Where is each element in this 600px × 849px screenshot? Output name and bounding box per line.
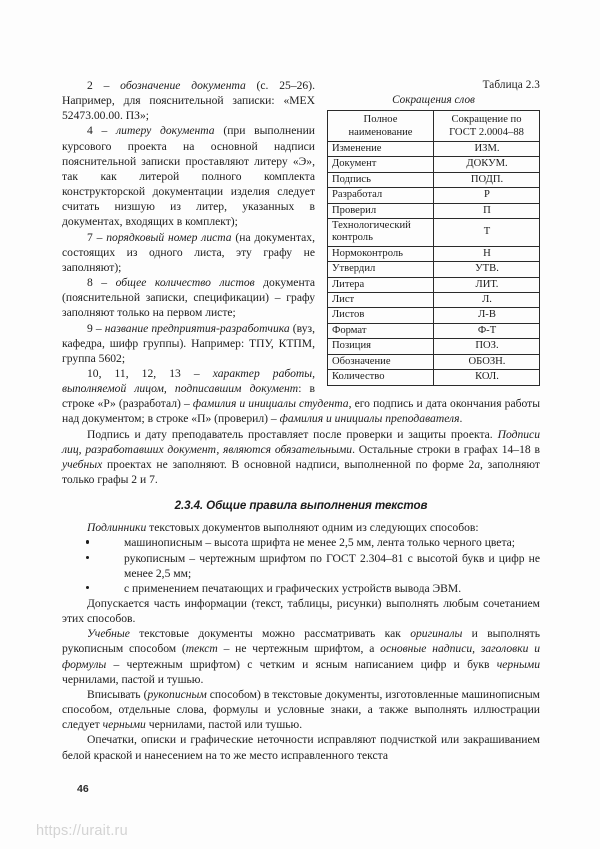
signatures-emphasis-2: учебных [62,457,103,471]
cell-abbreviation: Л-В [434,308,540,323]
educational-emphasis-2: оригиналы [410,627,463,641]
page-number: 46 [77,783,89,795]
table-row [328,203,540,218]
list-item [62,551,540,581]
list-item-text: машинописным – высота шрифта не менее 2,5 мм, лента только черного цвета; [124,536,516,550]
item-2-number: 2 – [87,79,121,92]
cell-abbreviation: ЛИТ. [434,277,540,292]
cell-full-name: Листов [328,308,434,323]
section-heading: 2.3.4. Общие правила выполнения текстов [174,499,428,513]
cell-abbreviation: Р [434,188,540,203]
paragraph-educational [62,626,540,687]
paragraph-typos: Опечатки, описки и графические неточности исправляют подчисткой или закрашиванием белой краской и нанесением на то же место исправленного текста [62,733,540,762]
signatures-emphasis: Подписи лиц, разработавших документ, являются обязательными [62,427,540,456]
cell-full-name: Технологический контроль [328,219,434,247]
table-header-row [328,111,540,142]
item-10-term: характер работы, выполняемой лицом, подписавшим документ [62,366,315,396]
educational-text-3: – не чертежным шрифтом, а [217,642,381,656]
writing-text-1: Вписывать ( [87,687,148,701]
item-10-term-3: фамилия и инициалы преподавателя [279,412,460,426]
cell-full-name: Нормоконтроль [328,246,434,261]
signatures-text-3: проектах не заполняют. В основной надписи, выполненной по форме 2 [102,457,475,471]
item-4-number: 4 – [87,124,117,138]
item-9-number: 9 – [87,321,105,335]
item-8-text: документа (пояснительной записки, спецификации) – графу заполняют только на первом листе; [62,276,316,320]
cell-abbreviation: П [434,203,540,218]
originals-text: текстовых документов выполняют одним из следующих способов: [146,521,479,535]
writing-text-2: способом) в текстовые документы, изготовленные машинописным способом, отдельные слова, формулы и условные знаки, а также выполнять иллюстрации следует [62,687,540,732]
cell-full-name: Литера [328,277,434,292]
methods-list [62,535,540,596]
table-caption-number: Таблица 2.3 [482,79,540,91]
cell-abbreviation: ИЗМ. [434,142,540,157]
cell-full-name: Формат [328,323,434,338]
bullet-icon [86,540,89,543]
cell-abbreviation: ОБОЗН. [434,354,540,369]
table-row [328,157,540,172]
item-8-term: общее количество листов [115,276,255,290]
table-row [328,308,540,323]
header-abbr-line2: ГОСТ 2.0004–88 [449,127,524,138]
header-full-line1: Полное [363,114,398,125]
paragraph-signatures [62,427,540,488]
originals-emphasis: Подлинники [87,521,147,535]
table-header-abbreviation [434,111,540,142]
item-4-term: литеру документа [116,124,215,138]
cell-abbreviation: Т [434,219,540,247]
item-9-term: название предприятия-разработчика [104,321,290,335]
item-7-text: (на документах, состоящих из одного листа, эту графу не заполняют); [62,230,315,274]
signatures-text-4: , заполняют только графы 2 и 7. [62,457,540,487]
educational-emphasis: Учебные [87,627,130,641]
signatures-text-2: . Остальные строки в графах 14–18 в [352,442,540,456]
watermark: https://urait.ru [36,823,128,839]
item-7-number: 7 – [87,230,107,244]
table-row [328,323,540,338]
signatures-form-letter: а [474,457,481,471]
signatures-text-1: Подпись и дату преподаватель проставляет после проверки и защиты проекта. [87,427,498,441]
bullet-icon [86,586,89,589]
table-row [328,277,540,292]
cell-abbreviation: Н [434,246,540,261]
educational-text-1: текстовые документы можно рассматривать как [129,627,411,641]
list-item [62,581,540,596]
item-10-text-2: , его подпись и дата окончания работы над документом; в строке «П» (проверил) – [62,397,541,426]
header-full-line2: наименование [348,127,413,138]
table-row [328,219,540,247]
item-2-term: обозначение документа [120,79,246,92]
table-block [327,78,540,386]
cell-full-name: Документ [328,157,434,172]
cell-abbreviation: Л. [434,293,540,308]
table-row [328,172,540,187]
educational-emphasis-5: черными [496,657,540,671]
bullet-icon [86,556,89,559]
educational-emphasis-4: основные надписи, заголовки и формулы [62,642,540,671]
cell-abbreviation: Ф-Т [434,323,540,338]
cell-abbreviation: ПОДП. [434,172,540,187]
table-row [328,293,540,308]
abbreviations-table [327,110,540,386]
educational-text-4: – чертежным шрифтом) с четким и ясным написанием цифр и букв [106,657,497,671]
item-2-text: (с. 25–26). Например, для пояснительной записки: «МЕХ 52473.00.00. ПЗ»; [62,79,315,123]
item-9-text: (вуз, кафедра, шифр группы). Например: ТПУ, КТПМ, группа 5602; [62,321,315,365]
cell-full-name: Обозначение [328,354,434,369]
page-content [62,78,540,763]
cell-full-name: Утвердил [328,262,434,277]
item-7-term: порядковый номер листа [106,230,232,244]
cell-full-name: Изменение [328,142,434,157]
list-item [62,535,540,550]
item-10-text-1: : в строке «Р» (разработал) – [62,382,316,411]
cell-abbreviation: ДОКУМ. [434,157,540,172]
paragraph-originals-intro [62,520,540,535]
cell-full-name: Подпись [328,172,434,187]
educational-emphasis-3: текст [185,642,218,656]
cell-full-name: Лист [328,293,434,308]
cell-full-name: Проверил [328,203,434,218]
table-row [328,370,540,385]
item-10-term-2: фамилия и инициалы студента [192,397,349,411]
cell-full-name: Позиция [328,339,434,354]
writing-emphasis: рукописным [147,687,207,701]
table-row [328,246,540,261]
cell-abbreviation: КОЛ. [434,370,540,385]
table-row [328,142,540,157]
writing-text-3: чернилами, пастой или тушью. [145,718,303,732]
cell-abbreviation: ПОЗ. [434,339,540,354]
table-row [328,339,540,354]
item-4-text: (при выполнении курсового проекта на основной надписи пояснительной записки проставляют литеру «Э», так как литерой полного комплекта конструкторской документации изделия следует считать низшую из литер, указанных в документах, входящих в комплект); [62,124,316,229]
table-header-full-name [328,111,434,142]
cell-full-name: Количество [328,370,434,385]
table-row [328,354,540,369]
educational-text-2: и выполнять рукописным способом ( [62,627,540,656]
table-caption-title: Сокращения слов [392,94,475,106]
list-item-text: с применением печатающих и графических устройств вывода ЭВМ. [124,581,462,595]
paragraph-allowance: Допускается часть информации (текст, таблицы, рисунки) выполнять любым сочетанием этих способов. [62,597,540,626]
list-item-text: рукописным – чертежным шрифтом по ГОСТ 2.304–81 с высотой букв и цифр не менее 2,5 мм; [124,551,540,580]
item-10-text-3: . [459,412,463,426]
writing-emphasis-2: черными [102,718,146,732]
cell-full-name: Разработал [328,188,434,203]
item-10-numbers: 10, 11, 12, 13 – [87,366,213,380]
educational-text-5: чернилами, пастой и тушью. [62,672,204,686]
table-row [328,262,540,277]
cell-abbreviation: УТВ. [434,262,540,277]
table-row [328,188,540,203]
item-8-number: 8 – [87,276,116,290]
paragraph-writing-in [62,687,540,732]
header-abbr-line1: Сокращение по [451,114,522,125]
